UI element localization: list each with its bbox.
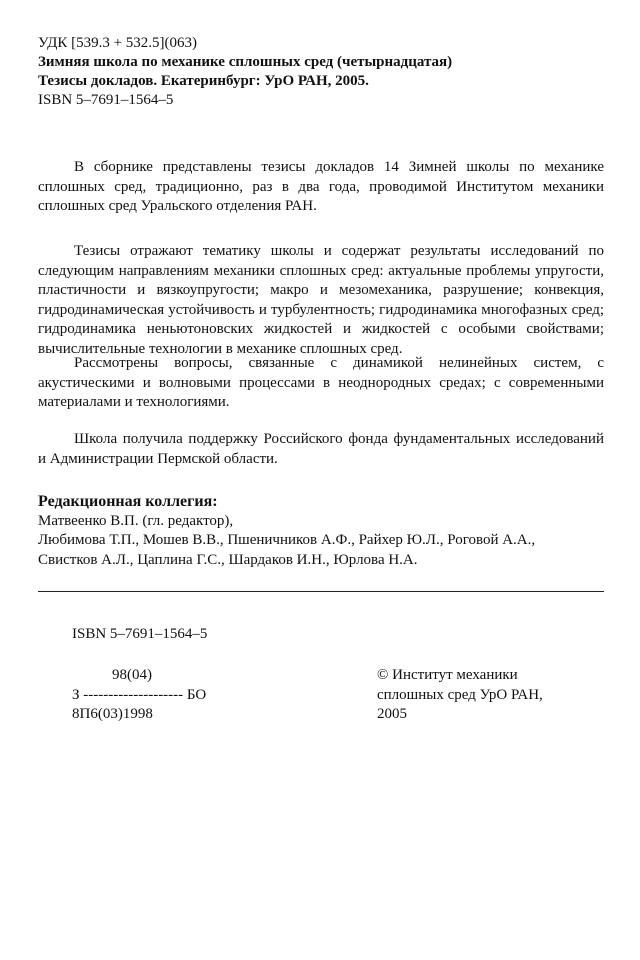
isbn-footer: ISBN 5–7691–1564–5	[72, 626, 208, 642]
book-title-line1: Зимняя школа по механике сплошных сред (четырнадцатая)	[38, 54, 453, 70]
bbk-line1: 98(04)	[112, 667, 152, 683]
abstract-paragraph-1	[38, 158, 604, 217]
abstract-text-3: Рассмотрены вопросы, связанные с динамикой нелинейных систем, с акустическими и волновыми процессами в неоднородных средах; с современными материалами и технологиями.	[38, 355, 604, 410]
abstract-paragraph-4	[38, 430, 604, 469]
abstract-text-2: Тезисы отражают тематику школы и содержат результаты исследований по следующим направлениям механики сплошных сред: актуальные проблемы упругости, пластичности и вязкоупругости; макро и мезомеханика, разрушение; конвекция, гидродинамическая устойчивость и турбулентность; гидродинамика многофазных сред; гидродинамика неньютоновских жидкостей и жидкостей с особыми свойствами; вычислительные технологии в механике сплошных сред.	[38, 243, 604, 357]
book-title-line2: Тезисы докладов. Екатеринбург: УрО РАН, 2005.	[38, 73, 369, 89]
board-members-line1: Любимова Т.П., Мошев В.В., Пшеничников А.Ф., Райхер Ю.Л., Роговой А.А.,	[38, 532, 536, 548]
abstract-text-1: В сборнике представлены тезисы докладов 14 Зимней школы по механике сплошных сред, традиционно, раз в два года, проводимой Институтом механики сплошных сред Уральского отделения РАН.	[38, 159, 604, 214]
abstract-paragraph-2	[38, 242, 604, 359]
copyright-line2: сплошных сред УрО РАН,	[377, 686, 543, 703]
isbn-header: ISBN 5–7691–1564–5	[38, 92, 174, 108]
abstract-paragraph-3	[38, 354, 604, 413]
divider-line	[38, 591, 604, 592]
editorial-board-title: Редакционная коллегия:	[38, 493, 218, 510]
udk-code: УДК [539.3 + 532.5](063)	[38, 35, 198, 51]
bbk-line3: 8П6(03)1998	[72, 706, 153, 722]
bbk-code-block	[72, 666, 206, 725]
copyright-line3: 2005	[377, 706, 407, 722]
copyright-block	[377, 666, 543, 725]
bibliographic-header	[38, 34, 618, 110]
editorial-board	[38, 492, 608, 570]
bbk-line2: З -------------------- БО	[72, 686, 207, 703]
copyright-line1: © Институт механики	[377, 667, 518, 683]
editor-in-chief: Матвеенко В.П. (гл. редактор),	[38, 512, 234, 529]
abstract-text-4: Школа получила поддержку Российского фонда фундаментальных исследований и Администрации Пермской области.	[38, 431, 604, 467]
board-members-line2: Свистков А.Л., Цаплина Г.С., Шардаков И.Н., Юрлова Н.А.	[38, 551, 418, 568]
